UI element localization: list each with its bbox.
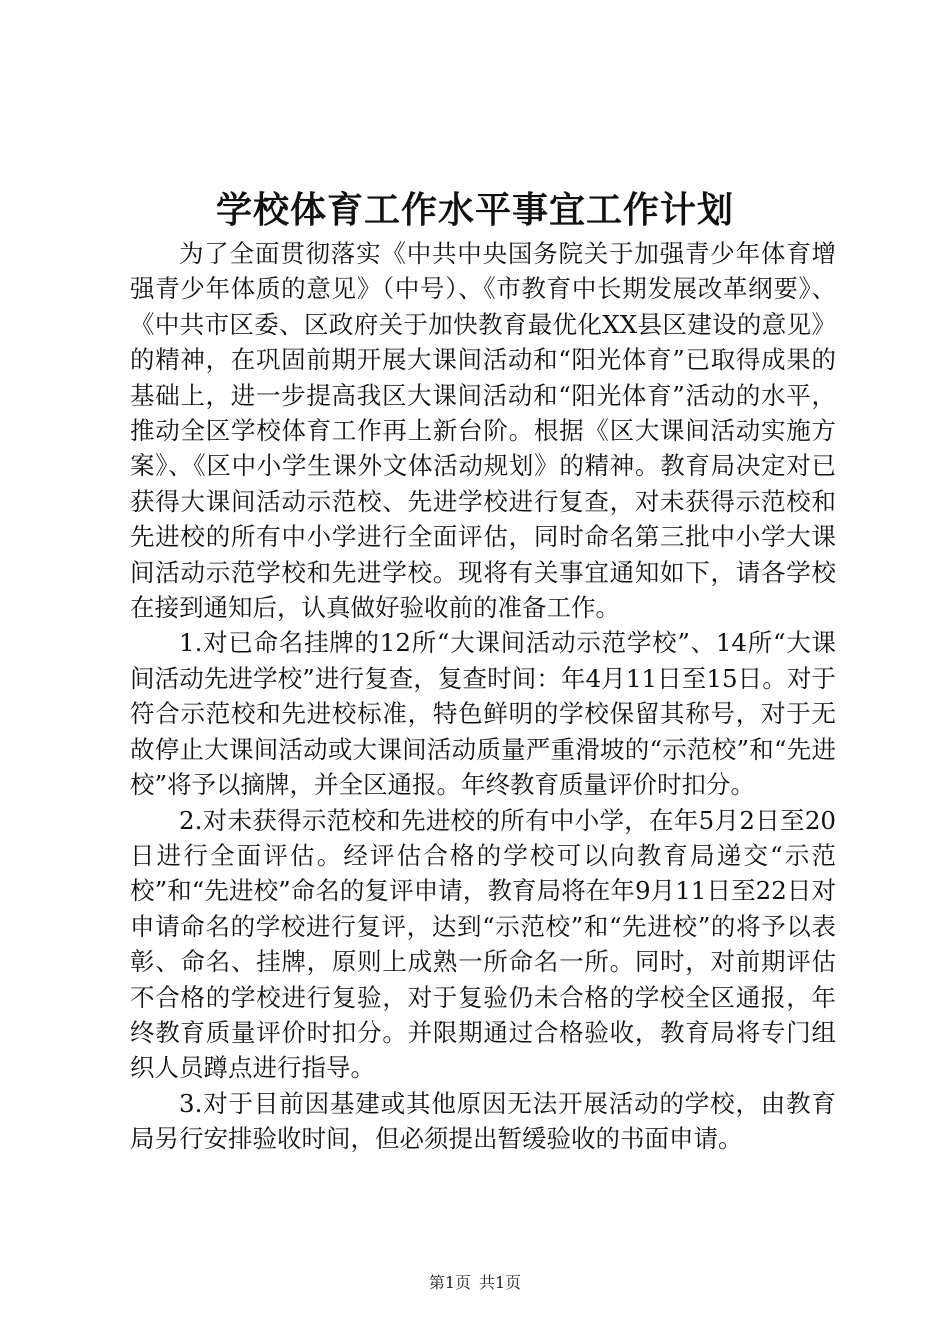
paragraph-intro: 为了全面贯彻落实《中共中央国务院关于加强青少年体育增强青少年体质的意见》（中号）、《市教育中长期发展改革纲要》、《中共市区委、区政府关于加快教育最优化XX县区建设的意见》的精神，在巩固前期开展大课间活动和“阳光体育”已取得成果的基础上，进一步提高我区大课间活动和“阳光体育”活动的水平，推动全区学校体育工作再上新台阶。根据《区大课间活动实施方案》、《区中小学生课外文体活动规划》的精神。教育局决定对已获得大课间活动示范校、先进学校进行复查，对未获得示范校和先进校的所有中小学进行全面评估，同时命名第三批中小学大课间活动示范学校和先进学校。现将有关事宜通知如下，请各学校在接到通知后，认真做好验收前的准备工作。 (130, 239, 836, 623)
paragraph-item-1: 1.对已命名挂牌的12所“大课间活动示范学校”、14所“大课间活动先进学校”进行复查，复查时间：年4月11日至15日。对于符合示范校和先进校标准，特色鲜明的学校保留其称号，对于无故停止大课间活动或大课间活动质量严重滑坡的“示范校”和“先进校”将予以摘牌，并全区通报。年终教育质量评价时扣分。 (130, 628, 836, 800)
paragraph-item-3: 3.对于目前因基建或其他原因无法开展活动的学校，由教育局另行安排验收时间，但必须提出暂缓验收的书面申请。 (130, 1088, 836, 1154)
document-title: 学校体育工作水平事宜工作计划 (215, 189, 734, 231)
page-total: 共1页 (479, 1273, 522, 1292)
page-number: 第1页 (428, 1273, 471, 1292)
page-footer (0, 1272, 950, 1294)
paragraph-item-2: 2.对未获得示范校和先进校的所有中小学，在年5月2日至20日进行全面评估。经评估合格的学校可以向教育局递交“示范校”和“先进校”命名的复评申请，教育局将在年9月11日至22日对申请命名的学校进行复评，达到“示范校”和“先进校”的将予以表彰、命名、挂牌，原则上成熟一所命名一所。同时，对前期评估不合格的学校进行复验，对于复验仍未合格的学校全区通报，年终教育质量评价时扣分。并限期通过合格验收，教育局将专门组织人员蹲点进行指导。 (130, 805, 836, 1083)
document-body (130, 236, 836, 1157)
